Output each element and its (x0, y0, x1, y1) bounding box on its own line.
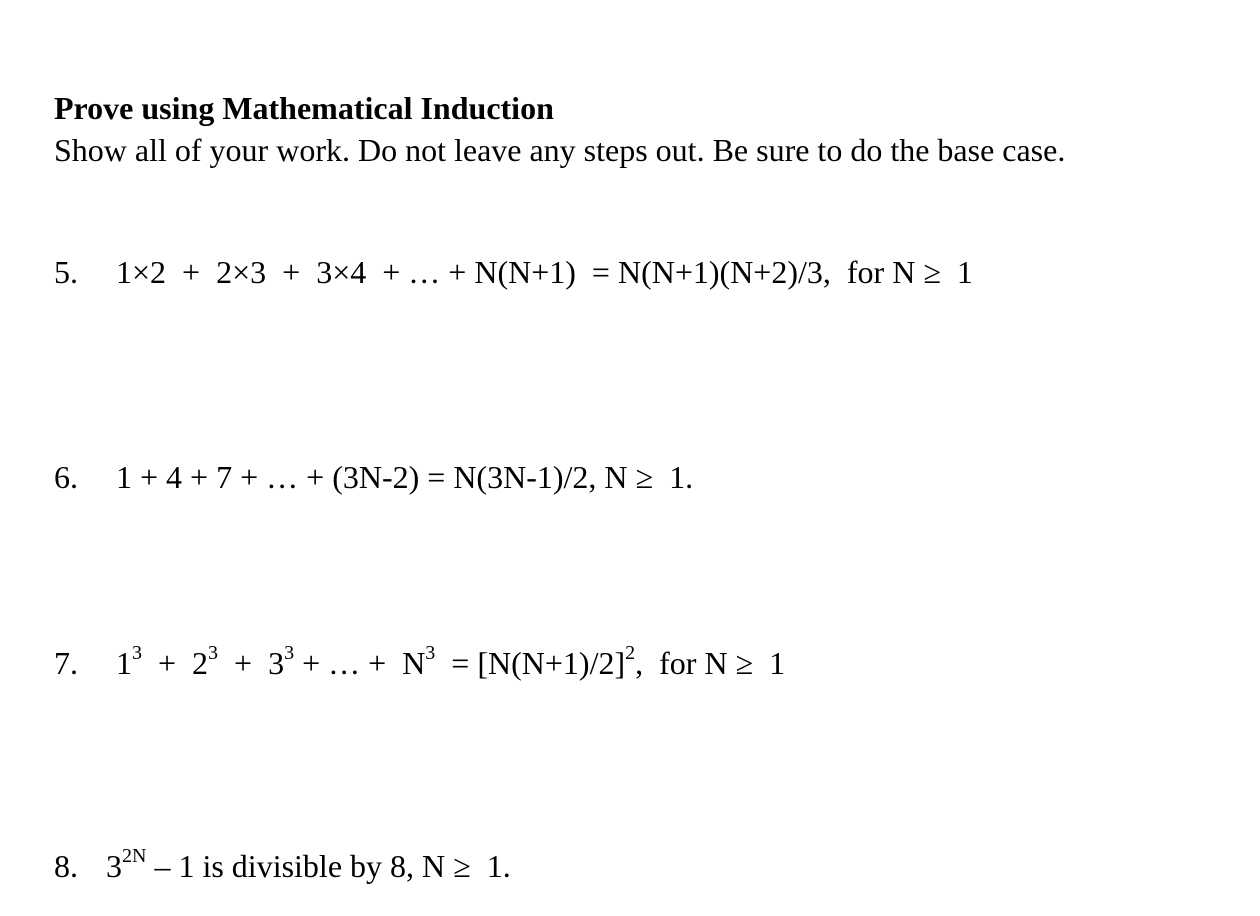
exponent: 3 (284, 642, 295, 665)
exponent: 2N (122, 845, 147, 868)
exponent: 3 (208, 642, 219, 665)
statement-text: 3 (106, 848, 122, 884)
exponent: 3 (425, 642, 436, 665)
problem-6 (54, 455, 693, 499)
problem-5 (54, 250, 973, 294)
problem-8 (54, 844, 511, 888)
problem-statement (116, 642, 786, 681)
statement-text: – 1 is divisible by 8, N ≥ 1. (146, 848, 511, 884)
statement-text: + 3 (218, 645, 285, 681)
problem-number: 6. (54, 459, 78, 495)
exponent: 2 (625, 642, 636, 665)
page-title: Prove using Mathematical Induction (54, 90, 554, 126)
statement-text: , for N ≥ 1 (635, 645, 786, 681)
problem-statement: 1 + 4 + 7 + … + (3N-2) = N(3N-1)/2, N ≥ 1. (116, 459, 694, 495)
problem-number: 7. (54, 645, 78, 681)
statement-text: 1 (116, 645, 132, 681)
statement-text: = [N(N+1)/2] (435, 645, 626, 681)
instructions-text: Show all of your work. Do not leave any steps out. Be sure to do the base case. (54, 132, 1066, 168)
problem-number: 8. (54, 848, 78, 884)
problem-statement (106, 845, 511, 884)
problem-statement: 1×2 + 2×3 + 3×4 + … + N(N+1) = N(N+1)(N+2)/3, for N ≥ 1 (116, 254, 973, 290)
statement-text: + … + N (294, 645, 426, 681)
problem-number: 5. (54, 254, 78, 290)
statement-text: + 2 (142, 645, 209, 681)
cropped-header-remnant (360, 0, 980, 4)
exponent: 3 (132, 642, 142, 665)
problem-7 (54, 641, 785, 685)
